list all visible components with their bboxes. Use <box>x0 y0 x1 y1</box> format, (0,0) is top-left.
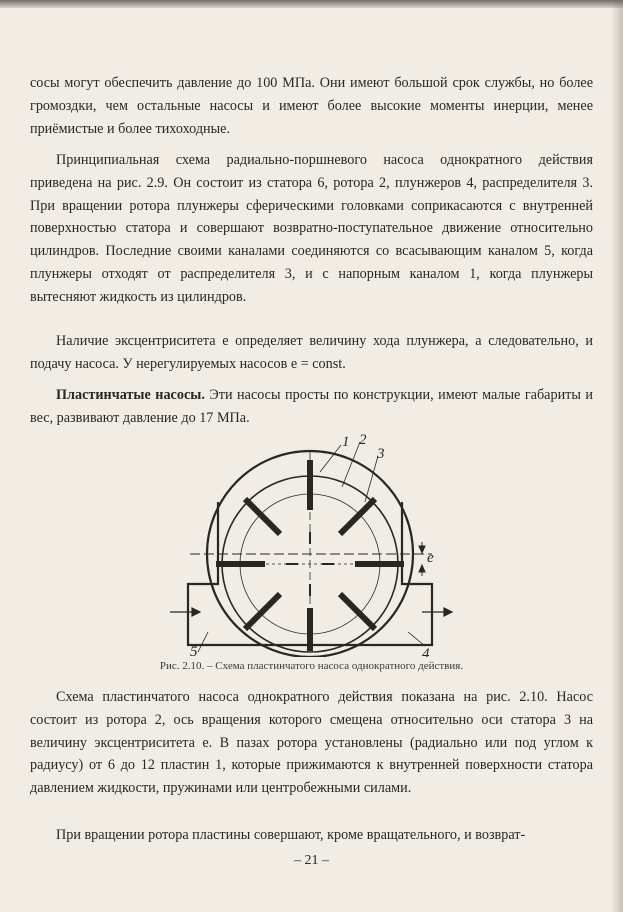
paragraph-5: Схема пластинчатого насоса однократного действия показана на рис. 2.10. Насос состоит из ротора 2, ось вращения которого смещена относительно оси статора 3 на величину эксцентриситета е. В пазах ротора установлены (радиально или под углом к радиусу) от 6 до 12 пластин 1, которые прижимаются к внутренней поверхности статора давлением жидкости, пружинами или центробежными силами. <box>30 689 593 797</box>
paragraph-4-text: Эти насосы просты по конструкции, имеют малые габариты и вес, развивают давление до 17 МПа. <box>30 387 593 426</box>
outlet-arrow-head <box>444 608 452 616</box>
paragraph-1: сосы могут обеспечить давление до 100 МПа. Они имеют большой срок службы, но более громоздки, чем остальные насосы и имеют более высокие моменты инерции, менее приёмистые и более тихоходные. <box>30 75 593 137</box>
vane <box>245 594 280 629</box>
vane-pump-figure <box>160 432 460 657</box>
label-4: 4 <box>422 646 430 657</box>
label-2: 2 <box>359 432 367 448</box>
paragraph-3: Наличие эксцентриситета е определяет величину хода плунжера, а следовательно, и подачу насоса. У нерегулируемых насосов е = const. <box>30 333 593 372</box>
label-e: e <box>427 550 434 566</box>
page-top-edge <box>0 0 623 8</box>
label-1: 1 <box>342 434 350 450</box>
section-heading: Пластинчатые насосы. <box>56 387 205 403</box>
leader-1 <box>320 445 341 472</box>
vane <box>245 499 280 534</box>
vane <box>340 499 375 534</box>
page-number: – 21 – <box>294 853 329 868</box>
paragraph-2: Принципиальная схема радиально-поршневого насоса однократного действия приведена на рис. 2.9. Он состоит из статора 6, ротора 2, плунжеров 4, распределителя 3. При вращении ротора плунжеры сферическими головками соприкасаются с внутренней поверхностью статора и совершают возвратно-поступательное движение относительно цилиндров. Последние своими каналами соединяются со всасывающим каналом 5, когда плунжеры отходят от распределителя 3, и с напорным каналом 1, когда плунжеры вытесняют жидкость из цилиндров. <box>30 152 593 305</box>
paragraph-4 <box>30 384 593 430</box>
vane <box>340 594 375 629</box>
inlet-arrow-head <box>192 608 200 616</box>
page-right-edge <box>611 0 623 912</box>
leader-5 <box>198 632 208 652</box>
paragraph-6: При вращении ротора пластины совершают, кроме вращательного, и возврат- <box>56 827 526 843</box>
vane-pump-diagram <box>160 432 460 657</box>
eccentricity-arrow-top <box>419 546 425 553</box>
figure-caption: Рис. 2.10. – Схема пластинчатого насоса однократного действия. <box>159 660 464 672</box>
leader-3 <box>365 456 378 502</box>
label-5: 5 <box>190 644 198 657</box>
eccentricity-arrow-bottom <box>419 565 425 572</box>
label-3: 3 <box>377 446 385 462</box>
